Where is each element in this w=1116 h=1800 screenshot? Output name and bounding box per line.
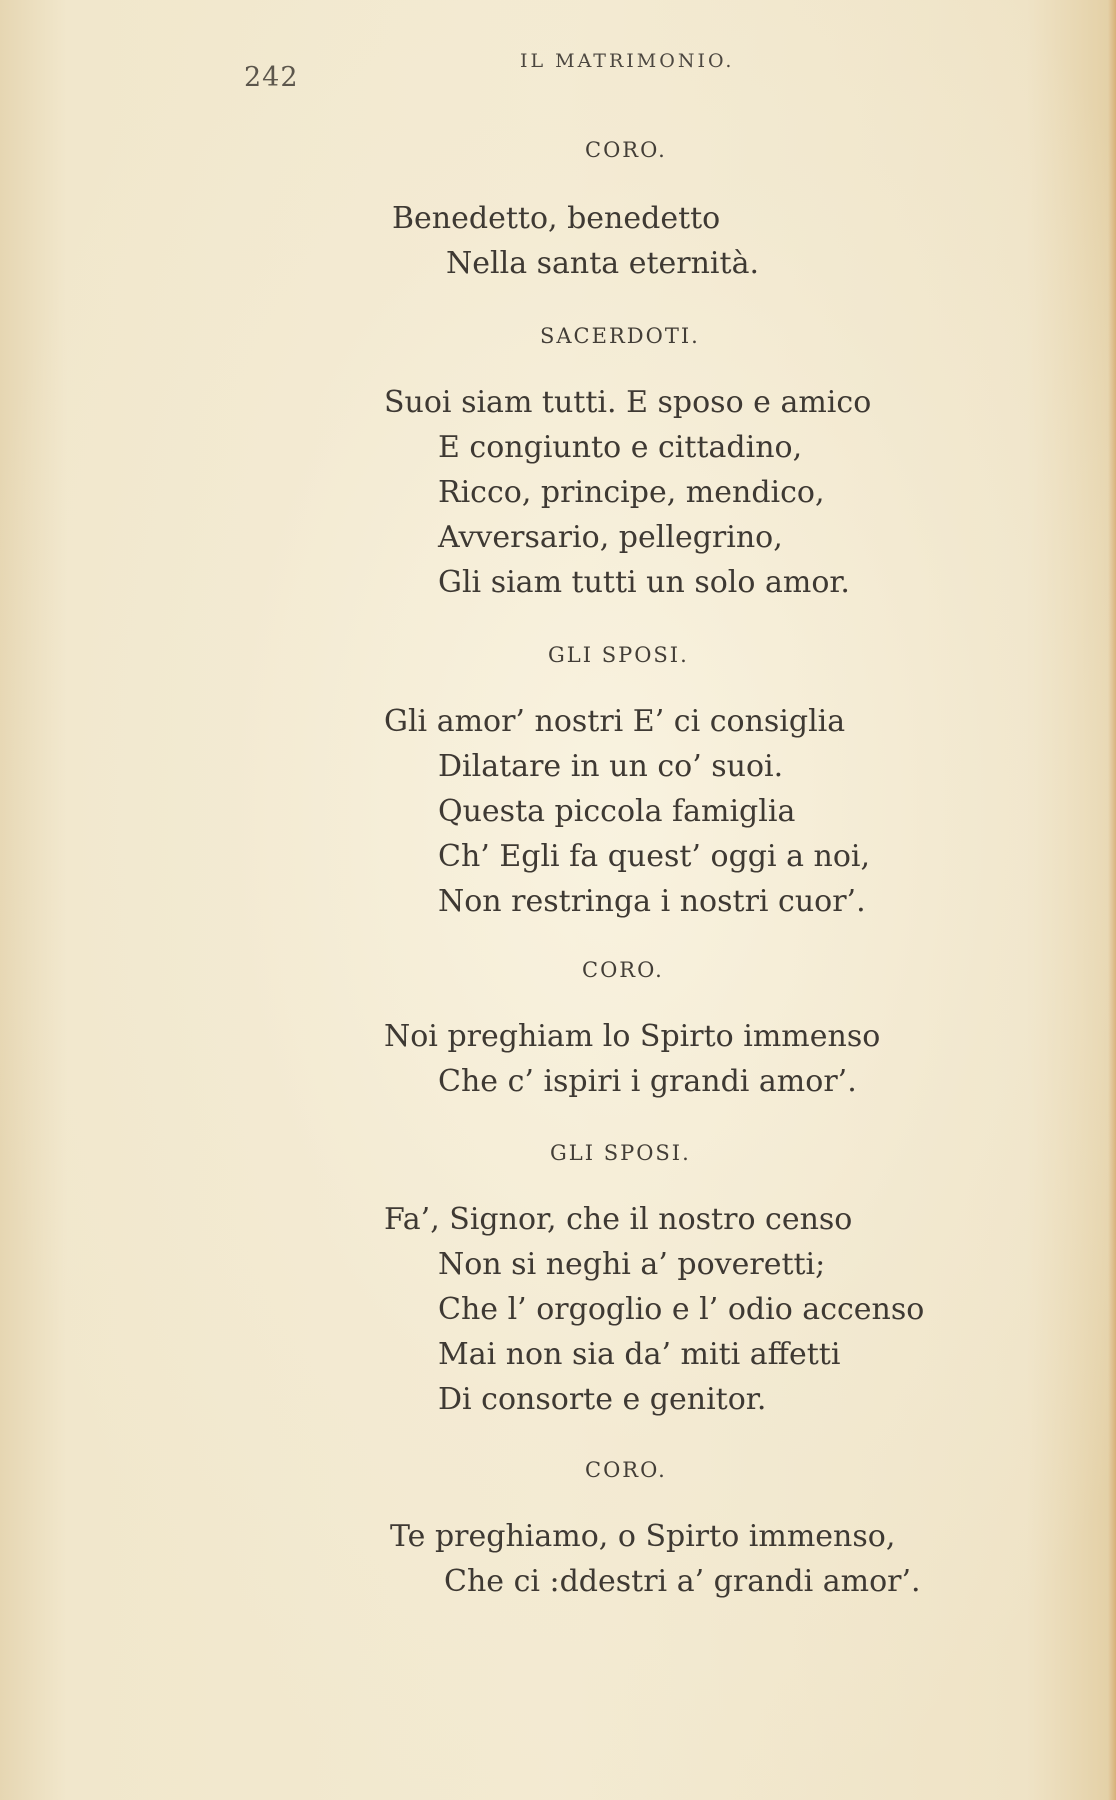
verse-stanza bbox=[390, 1514, 921, 1604]
speaker-heading: CORO. bbox=[582, 958, 664, 982]
verse-line: Mai non sia da’ miti affetti bbox=[438, 1337, 841, 1372]
speaker-heading: SACERDOTI. bbox=[540, 324, 700, 348]
verse-line: Che l’ orgoglio e l’ odio accenso bbox=[438, 1292, 925, 1327]
running-title: IL MATRIMONIO. bbox=[520, 50, 735, 72]
verse-line: Gli amor’ nostri E’ ci consiglia bbox=[384, 704, 846, 739]
verse-stanza bbox=[384, 380, 871, 605]
verse-line: Non restringa i nostri cuor’. bbox=[438, 884, 866, 919]
speaker-heading: GLI SPOSI. bbox=[550, 1141, 691, 1165]
verse-line: Te preghiamo, o Spirto immenso, bbox=[390, 1519, 896, 1554]
verse-line: Che c’ ispiri i grandi amor’. bbox=[438, 1064, 857, 1099]
verse-line: Fa’, Signor, che il nostro censo bbox=[384, 1202, 853, 1237]
speaker-heading: CORO. bbox=[585, 138, 667, 162]
verse-line: Non si neghi a’ poveretti; bbox=[438, 1247, 826, 1282]
verse-line: Noi preghiam lo Spirto immenso bbox=[384, 1019, 881, 1054]
verse-stanza bbox=[384, 1197, 924, 1422]
verse-line: Benedetto, benedetto bbox=[392, 201, 721, 236]
verse-line: Gli siam tutti un solo amor. bbox=[438, 565, 850, 600]
verse-line: Di consorte e genitor. bbox=[438, 1382, 767, 1417]
verse-stanza bbox=[392, 196, 759, 286]
verse-line: Nella santa eternità. bbox=[446, 246, 759, 281]
verse-line: Ricco, principe, mendico, bbox=[438, 475, 825, 510]
verse-line: Avversario, pellegrino, bbox=[438, 520, 783, 555]
verse-line: Dilatare in un co’ suoi. bbox=[438, 749, 784, 784]
verse-stanza bbox=[384, 1014, 880, 1104]
page-number: 242 bbox=[244, 62, 299, 93]
verse-line: Che ci :ddestri a’ grandi amor’. bbox=[444, 1564, 921, 1599]
speaker-heading: GLI SPOSI. bbox=[548, 643, 689, 667]
speaker-heading: CORO. bbox=[585, 1458, 667, 1482]
verse-stanza bbox=[384, 699, 870, 924]
verse-line: Questa piccola famiglia bbox=[438, 794, 796, 829]
verse-line: Ch’ Egli fa quest’ oggi a noi, bbox=[438, 839, 871, 874]
verse-line: Suoi siam tutti. E sposo e amico bbox=[384, 385, 872, 420]
verse-line: E congiunto e cittadino, bbox=[438, 430, 803, 465]
